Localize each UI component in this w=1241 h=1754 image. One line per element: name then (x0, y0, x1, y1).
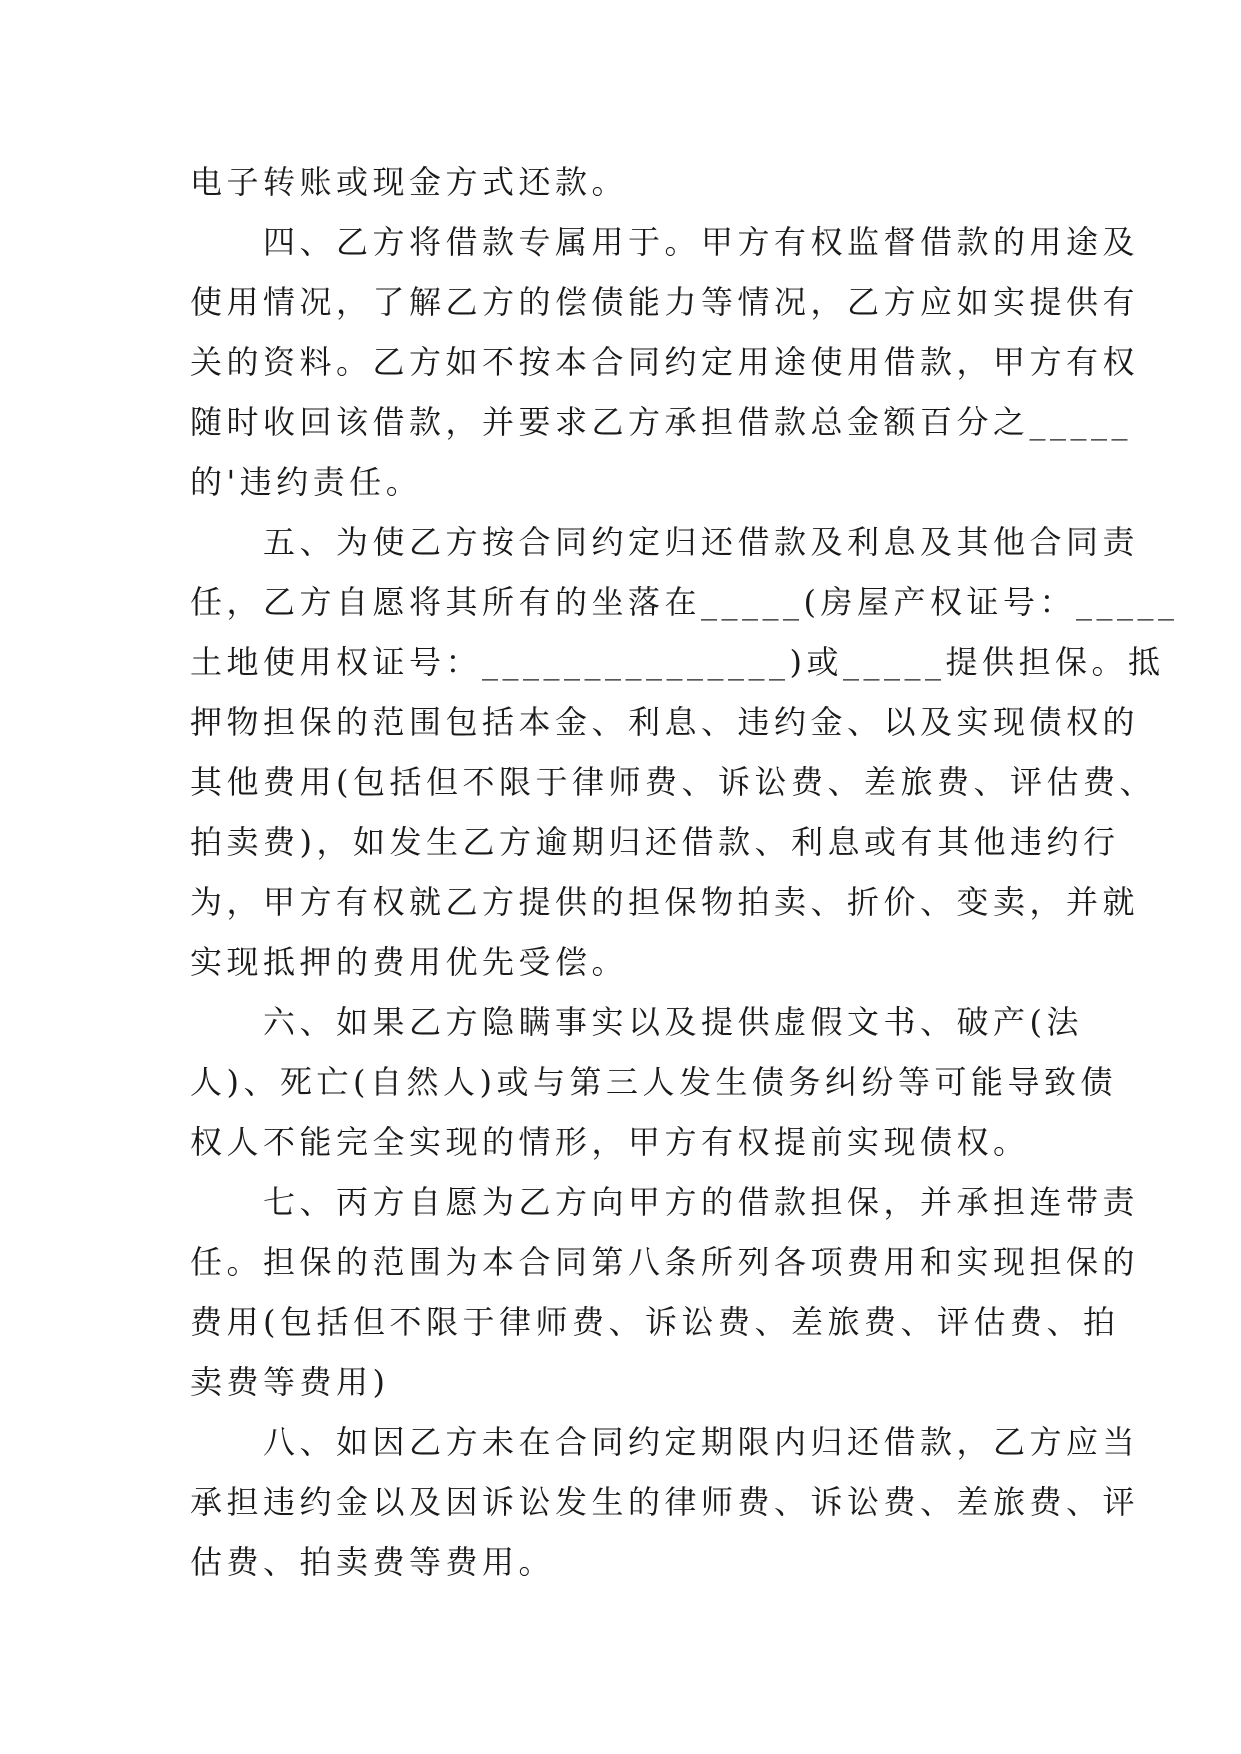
text-line: 五、为使乙方按合同约定归还借款及利息及其他合同责 (190, 523, 1140, 561)
document-body (190, 152, 1179, 1592)
text-line: 权人不能完全实现的情形，甲方有权提前实现债权。 (190, 1123, 1030, 1161)
text-line: 四、乙方将借款专属用于。甲方有权监督借款的用途及 (190, 223, 1140, 261)
text-line: 押物担保的范围包括本金、利息、违约金、以及实现债权的 (190, 703, 1140, 741)
text-line: 随时收回该借款，并要求乙方承担借款总金额百分之_____ (190, 403, 1133, 441)
text-line: 六、如果乙方隐瞒事实以及提供虚假文书、破产(法 (190, 1003, 1083, 1041)
text-line: 卖费等费用) (190, 1363, 390, 1401)
text-line: 人)、死亡(自然人)或与第三人发生债务纠纷等可能导致债 (190, 1063, 1117, 1101)
text-line: 拍卖费)，如发生乙方逾期归还借款、利息或有其他违约行 (190, 823, 1120, 861)
text-line: 估费、拍卖费等费用。 (190, 1543, 556, 1581)
text-line: 实现抵押的费用优先受偿。 (190, 943, 629, 981)
text-line: 的'违约责任。 (190, 463, 423, 501)
text-line: 其他费用(包括但不限于律师费、诉讼费、差旅费、评估费、 (190, 763, 1156, 801)
text-line: 承担违约金以及因诉讼发生的律师费、诉讼费、差旅费、评 (190, 1483, 1140, 1521)
text-line: 七、丙方自愿为乙方向甲方的借款担保，并承担连带责 (190, 1183, 1140, 1221)
text-line: 土地使用权证号：_______________)或_____提供担保。抵 (190, 643, 1165, 681)
text-line: 为，甲方有权就乙方提供的担保物拍卖、折价、变卖，并就 (190, 883, 1140, 921)
text-line: 任，乙方自愿将其所有的坐落在_____(房屋产权证号：_____ (190, 583, 1179, 621)
text-line: 任。担保的范围为本合同第八条所列各项费用和实现担保的 (190, 1243, 1140, 1281)
text-line: 使用情况，了解乙方的偿债能力等情况，乙方应如实提供有 (190, 283, 1140, 321)
text-line: 关的资料。乙方如不按本合同约定用途使用借款，甲方有权 (190, 343, 1140, 381)
text-line: 费用(包括但不限于律师费、诉讼费、差旅费、评估费、拍 (190, 1303, 1120, 1341)
text-line: 八、如因乙方未在合同约定期限内归还借款，乙方应当 (190, 1423, 1140, 1461)
text-line: 电子转账或现金方式还款。 (190, 163, 629, 201)
